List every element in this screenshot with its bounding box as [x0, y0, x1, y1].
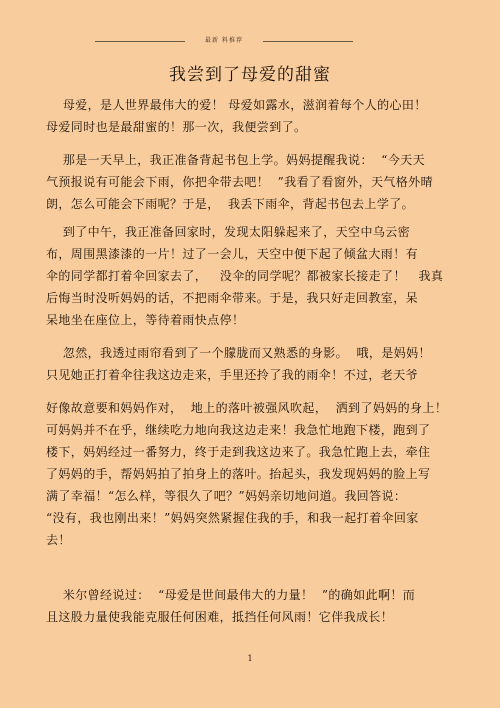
- text-line: 母爱同时也是最甜蜜的！那一次，我便尝到了。: [46, 120, 307, 134]
- paragraph-3: [46, 221, 456, 331]
- text-line: “没有，我也刚出来！”妈妈突然紧握住我的手，和我一起打着伞回家: [46, 511, 419, 525]
- header-rule-left: [95, 41, 185, 42]
- page-number: 1: [247, 654, 253, 663]
- paragraph-5: [46, 584, 456, 628]
- header-label: 最新 料推荐: [205, 37, 243, 44]
- text-line: 只见她正打着伞往我这边走来，手里还拎了我的雨伞！不过，老天爷: [46, 368, 419, 382]
- text-line: 了妈妈的手，帮妈妈拍了拍身上的落叶。抬起头，我发现妈妈的脸上写: [46, 467, 431, 481]
- essay-title: 我尝到了母爱的甜蜜: [169, 65, 331, 85]
- text-line: 且这股力量使我能克服任何困难，抵挡任何风雨！它伴我成长！: [46, 610, 394, 624]
- paragraph-1: [46, 94, 456, 138]
- page-header: [95, 36, 353, 46]
- text-line: 楼下，妈妈经过一番努力，终于走到我这边来了。我急忙跑上去，牵住: [46, 445, 431, 459]
- text-line: 可妈妈并不在乎，继续吃力地向我这边走来！我急忙地跑下楼，跑到了: [46, 423, 431, 437]
- header-rule-right: [263, 41, 353, 42]
- text-line: 忽然，我透过雨帘看到了一个朦胧而又熟悉的身影。 哦，是妈妈！: [46, 346, 431, 360]
- paragraph-4: [46, 342, 456, 386]
- text-line: 那是一天早上，我正准备背起书包上学。妈妈提醒我说： “今天天: [46, 153, 426, 167]
- text-line: 布，周围黑漆漆的一片！过了一会儿，天空中便下起了倾盆大雨！有: [46, 247, 419, 261]
- text-line: 伞的同学都打着伞回家去了， 没伞的同学呢？都被家长接走了！ 我真: [46, 269, 444, 283]
- paragraph-2: [46, 149, 456, 215]
- paragraph-4-continued: [46, 397, 456, 551]
- text-line: 后悔当时没听妈妈的话，不把雨伞带来。于是，我只好走回教室，呆: [46, 291, 419, 305]
- text-line: 呆地坐在座位上，等待着雨快点停！: [46, 313, 245, 327]
- text-line: 到了中午，我正准备回家时，发现太阳躲起来了，天空中乌云密: [46, 225, 411, 239]
- text-line: 满了幸福！“怎么样，等很久了吧？”妈妈亲切地问道。我回答说：: [46, 489, 407, 503]
- text-line: 去！: [46, 533, 71, 547]
- text-line: 气预报说有可能会下雨，你把伞带去吧！ ”我看了看窗外，天气格外晴: [46, 175, 433, 189]
- text-line: 朗，怎么可能会下雨呢？于是， 我丢下雨伞，背起书包去上学了。: [46, 197, 415, 211]
- text-line: 米尔曾经说过： “母爱是世间最伟大的力量！ ”的确如此啊！而: [46, 588, 416, 602]
- text-line: 母爱，是人世界最伟大的爱！ 母爱如露水，滋润着每个人的心田！: [46, 98, 427, 112]
- text-line: 好像故意要和妈妈作对， 地上的落叶被强风吹起， 洒到了妈妈的身上！: [46, 401, 448, 415]
